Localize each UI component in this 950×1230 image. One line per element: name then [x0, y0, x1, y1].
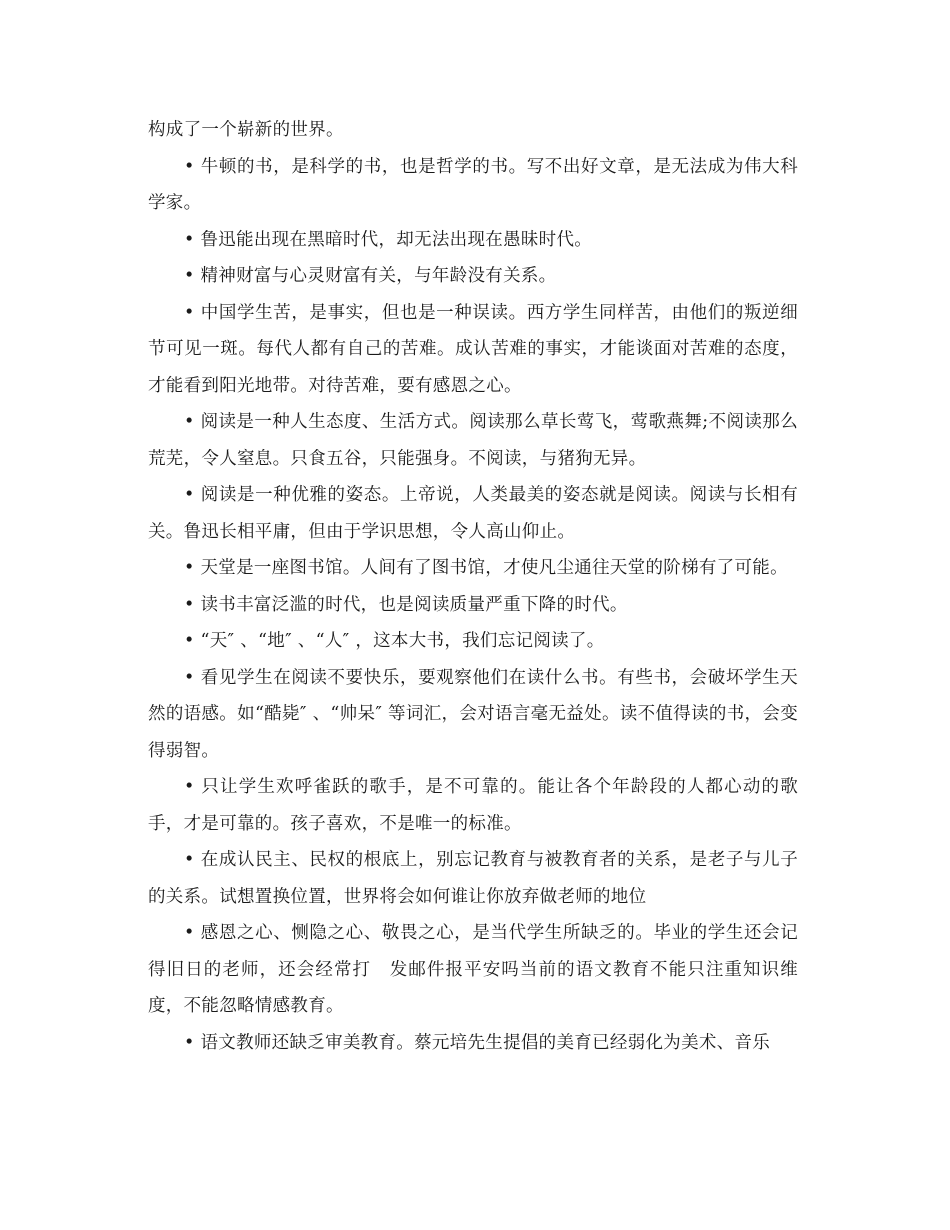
paragraph-aesthetic-education: • 语文教师还缺乏审美教育。蔡元培先生提倡的美育已经弱化为美术、音乐	[184, 1032, 771, 1053]
paragraph-singers: • 只让学生欢呼雀跃的歌手，是不可靠的。能让各个年龄段的人都心动的歌手，才是可靠的。孩子喜欢，不是唯一的标准。	[148, 777, 798, 834]
paragraph-reading-quality: • 读书丰富泛滥的时代，也是阅读质量严重下降的时代。	[184, 594, 628, 615]
paragraph-newton: • 牛顿的书，是科学的书，也是哲学的书。写不出好文章，是无法成为伟大科学家。	[148, 156, 798, 213]
paragraph-reading-attitude: • 阅读是一种人生态度、生活方式。阅读那么草长莺飞，莺歌燕舞;不阅读那么荒芜，令人窒息。只食五谷，只能强身。不阅读，与猪狗无异。	[148, 412, 798, 469]
paragraph-big-book: • “天″ 、“地″ 、“人″ ，这本大书，我们忘记阅读了。	[184, 631, 605, 651]
paragraph-spiritual-wealth: • 精神财富与心灵财富有关，与年龄没有关系。	[184, 266, 557, 286]
paragraph-what-students-read: • 看见学生在阅读不要快乐，要观察他们在读什么书。有些书，会破坏学生天然的语感。如“酷毙″ 、“帅呆″ 等词汇，会对语言毫无益处。读不值得读的书，会变得弱智。	[148, 667, 798, 761]
paragraph-luxun-era: • 鲁迅能出现在黑暗时代，却无法出现在愚昧时代。	[184, 229, 593, 250]
paragraph-continuation: 构成了一个崭新的世界。	[148, 120, 344, 140]
paragraph-gratitude: • 感恩之心、恻隐之心、敬畏之心，是当代学生所缺乏的。毕业的学生还会记得旧日的老师，还会经常打 发邮件报平安吗当前的语文教育不能只注重知识维度，不能忽略情感教育。	[148, 923, 798, 1016]
paragraph-teacher-relation: • 在成认民主、民权的根底上，别忘记教育与被教育者的关系，是老子与儿子的关系。试想置换位置，世界将会如何谁让你放弃做老师的地位	[148, 850, 798, 907]
document-body	[148, 112, 798, 1061]
paragraph-heaven-library: • 天堂是一座图书馆。人间有了图书馆，才使凡尘通往天堂的阶梯有了可能。	[184, 558, 788, 578]
paragraph-reading-elegance: • 阅读是一种优雅的姿态。上帝说，人类最美的姿态就是阅读。阅读与长相有关。鲁迅长相平庸，但由于学识思想，令人高山仰止。	[148, 485, 798, 542]
paragraph-student-hardship: • 中国学生苦，是事实，但也是一种误读。西方学生同样苦，由他们的叛逆细节可见一斑。每代人都有自己的苦难。成认苦难的事实，才能谈面对苦难的态度，才能看到阳光地带。对待苦难，要有感恩之心。	[148, 302, 798, 396]
